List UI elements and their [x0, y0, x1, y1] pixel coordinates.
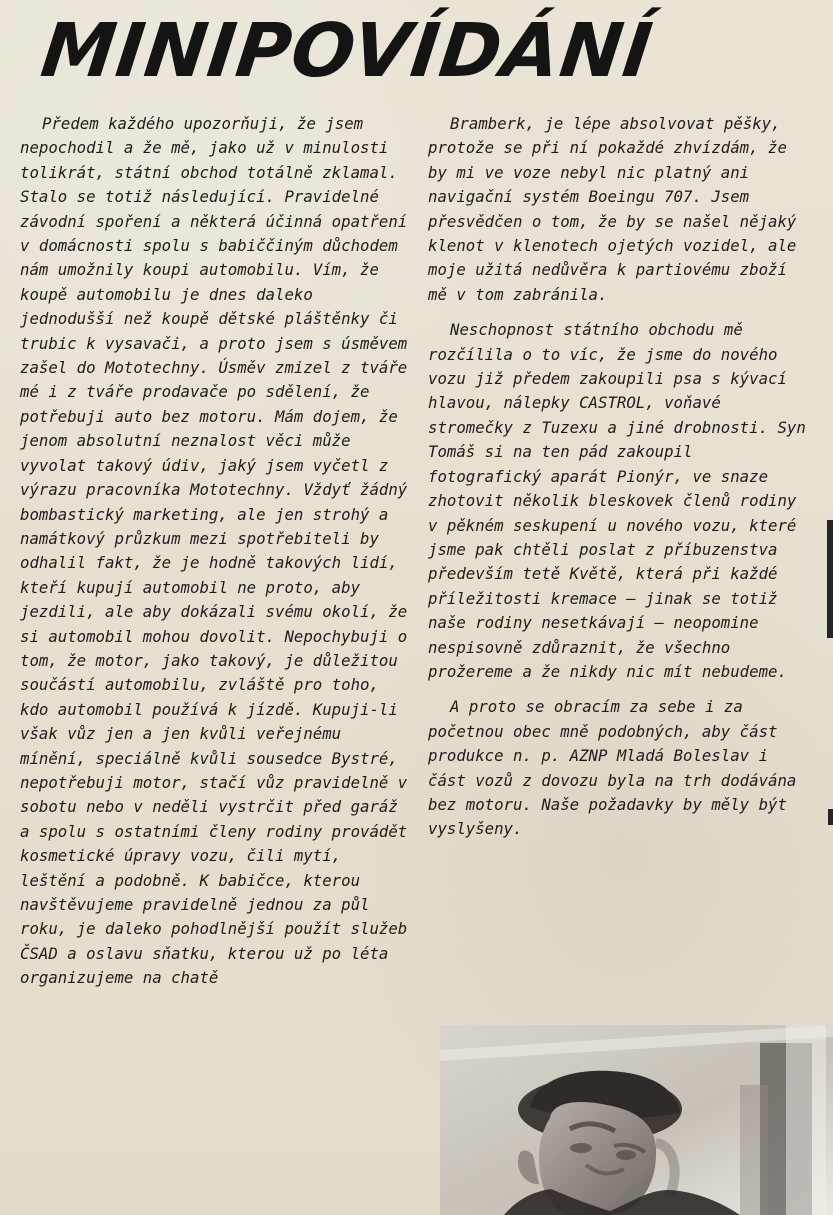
portrait-photo	[440, 1025, 833, 1215]
right-text-column	[428, 112, 811, 872]
page-edge-mark	[827, 520, 833, 638]
page-edge-mark-small	[828, 809, 833, 825]
left-text-column	[20, 112, 412, 1202]
right-paragraph-2: Neschopnost státního obchodu mě rozčílila o to víc, že jsme do nového vozu již předem zakoupili psa s kývací hlavou, nálepky CASTROL, voňavé stromečky z Tuzexu a jiné drobnosti. Syn Tomáš si na ten pád zakoupil fotografický aparát Pionýr, ve snaze zhotovit několik bleskovek členů rodiny v pěkném seskupení u nového vozu, které jsme pak chtěli poslat z příbuzenstva především tetě Květě, která při každé příležitosti kremace — jinak se totiž naše rodiny nesetkávají — neopomine nespisovně zdůraznit, že všechno prožereme a že nikdy nic mít nebudeme.	[428, 320, 806, 681]
right-paragraph-3: A proto se obracím za sebe i za početnou obec mně podobných, aby část produkce n. p. AZNP Mladá Boleslav i část vozů z dovozu byla na trh dodávána bez motoru. Naše požadavky by měly být vyslyšeny.	[428, 697, 797, 839]
article-title: MINIPOVÍDÁNÍ	[36, 8, 658, 94]
left-paragraph-1: Předem každého upozorňuji, že jsem nepochodil a že mě, jako už v minulosti tolikrát, státní obchod totálně zklamal. Stalo se totiž následující. Pravidelné závodní spoření a některá účinná opatření v domácnosti spolu s babiččiným důchodem nám umožnily koupi automobilu. Vím, že koupě automobilu je dnes daleko jednodušší než koupě dětské pláštěnky či trubic k vysavači, a proto jsem s úsměvem zašel do Mototechny. Úsměv zmizel z tváře mé i z tváře prodavače po sdělení, že potřebuji auto bez motoru. Mám dojem, že jenom absolutní neznalost věci může vyvolat takový údiv, jaký jsem vyčetl z výrazu pracovníka Mototechny. Vždyť žádný bombastický marketing, ale jen strohý a namátkový průzkum mezi spotřebiteli by odhalil fakt, že je hodně takových lidí, kteří kupují automobil ne proto, aby jezdili, ale aby dokázali svému okolí, že si automobil mohou dovolit. Nepochybuji o tom, že motor, jako takový, je důležitou součástí automobilu, zvláště pro toho, kdo automobil používá k jízdě. Kupuji-li však vůz jen a jen kvůli veřejnému mínění, speciálně kvůli sousedce Bystré, nepotřebuji motor, stačí vůz pravidelně v sobotu nebo v neděli vystrčit před garáž a spolu s ostatními členy rodiny provádět kosmetické úpravy vozu, čili mytí, leštění a podobně. K babičce, kterou navštěvujeme pravidelně jednou za půl roku, je daleko pohodlnější použít služeb ČSAD a oslavu sňatku, kterou už po léta organizujeme na chatě	[20, 114, 408, 988]
right-paragraph-1: Bramberk, je lépe absolvovat pěšky, protože se při ní pokaždé zhvízdám, že by mi ve voze nebyl nic platný ani navigační systém Boeingu 707. Jsem přesvědčen o tom, že by se našel nějaký klenot v klenotech ojetých vozidel, ale moje užitá nedůvěra k partiovému zboží mě v tom zabránila.	[428, 114, 797, 304]
portrait-photo-icon	[440, 1025, 833, 1215]
